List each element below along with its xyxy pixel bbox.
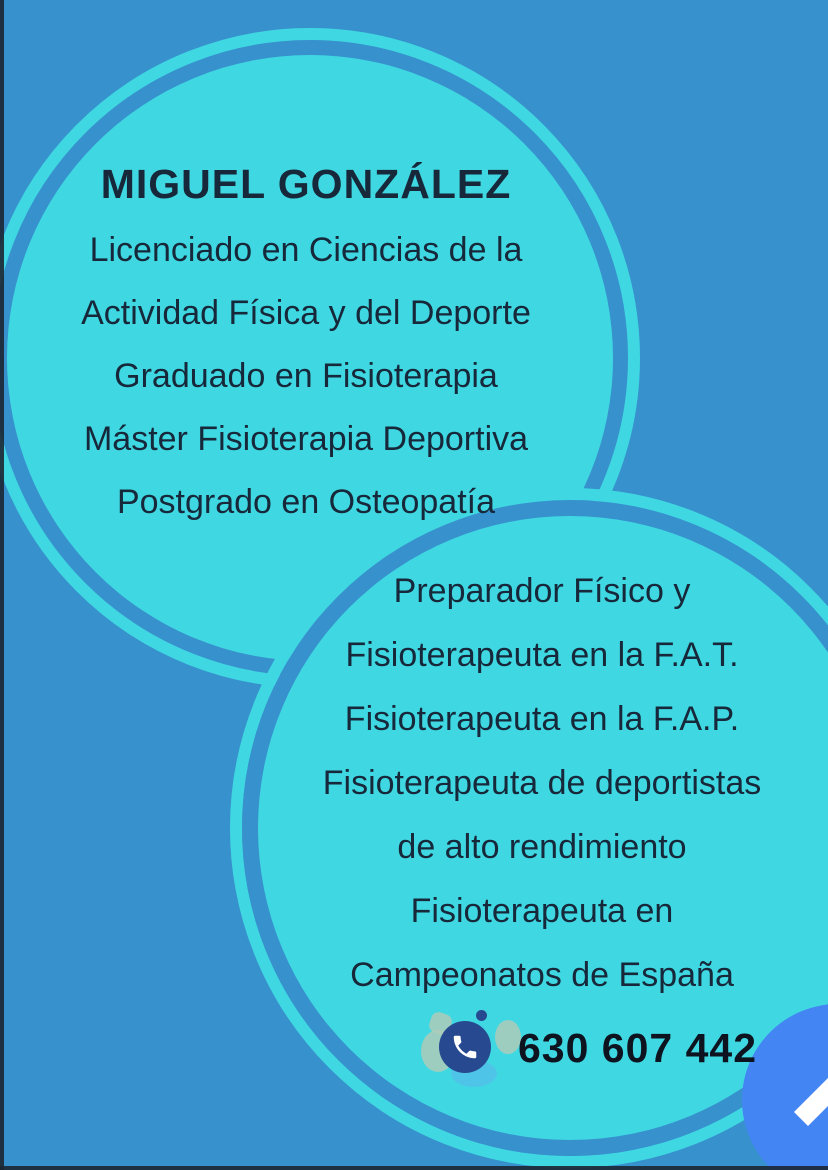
page-title: MIGUEL GONZÁLEZ	[100, 161, 512, 207]
credential-line: Graduado en Fisioterapia	[114, 357, 498, 395]
phone-number: 630 607 442	[518, 1025, 758, 1071]
phone-handset-icon	[450, 1032, 480, 1062]
credential-line: Licenciado en Ciencias de la	[89, 231, 523, 269]
phone-badge-circle	[439, 1021, 491, 1073]
credential-line: Fisioterapeuta en la F.A.T.	[345, 636, 739, 674]
credential-line: Postgrado en Osteopatía	[116, 483, 496, 521]
photo-edge-bottom	[0, 1166, 828, 1170]
credential-line: Máster Fisioterapia Deportiva	[83, 420, 529, 458]
phone-icon	[413, 1002, 517, 1094]
phone-accent-dot	[476, 1010, 487, 1021]
credentials-bottom-block	[242, 559, 828, 1007]
credentials-top-block	[0, 149, 612, 534]
credential-line: Fisioterapeuta en la F.A.P.	[344, 700, 740, 738]
credential-line: de alto rendimiento	[397, 828, 687, 866]
credential-line: Fisioterapeuta de deportistas	[322, 764, 762, 802]
credential-line: Actividad Física y del Deporte	[81, 294, 531, 332]
credential-line: Campeonatos de España	[350, 956, 734, 994]
credential-line: Fisioterapeuta en	[410, 892, 674, 930]
photo-edge-left	[0, 0, 4, 1170]
credential-line: Preparador Físico y	[393, 572, 691, 610]
